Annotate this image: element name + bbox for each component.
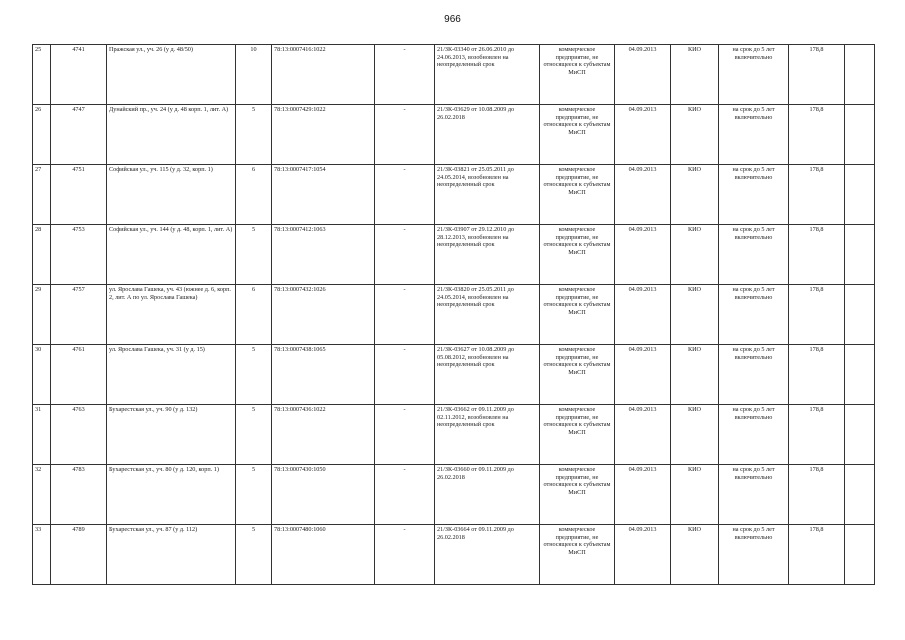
cell-organization: КИО [671, 405, 719, 465]
cell-row-number: 28 [33, 225, 51, 285]
cell-cadastral-number: 78:13:0007480:1060 [272, 525, 375, 585]
page-number: 966 [444, 14, 461, 25]
cell-contract: 21/ЗК-03627 от 10.08.2009 до 05.08.2012, возобновлен на неопределенный срок [435, 345, 540, 405]
cell-organization: КИО [671, 45, 719, 105]
table-row [33, 165, 875, 225]
table-row [33, 405, 875, 465]
cell-count: 5 [236, 405, 272, 465]
cell-date: 04.09.2013 [615, 225, 671, 285]
cell-address: ул. Ярослава Гашека, уч. 43 (южнее д. 6, корп. 2, лит. А по ул. Ярослава Гашека) [107, 285, 236, 345]
cell-count: 5 [236, 105, 272, 165]
cell-contract: 21/ЗК-03820 от 25.05.2011 до 24.05.2014, возобновлен на неопределенный срок [435, 285, 540, 345]
cell-area: 178,8 [789, 465, 845, 525]
cell-dash: - [375, 105, 435, 165]
cell-count: 5 [236, 525, 272, 585]
cell-cadastral-number: 78:13:0007432:1026 [272, 285, 375, 345]
cell-count: 5 [236, 345, 272, 405]
cell-category: коммерческое предприятие, не относящееся к субъектам МиСП [540, 285, 615, 345]
cell-term: на срок до 5 лет включительно [719, 465, 789, 525]
cell-empty [845, 465, 875, 525]
cell-cadastral-number: 78:13:0007430:1050 [272, 465, 375, 525]
cell-date: 04.09.2013 [615, 45, 671, 105]
cell-date: 04.09.2013 [615, 105, 671, 165]
cell-dash: - [375, 345, 435, 405]
cell-row-number: 30 [33, 345, 51, 405]
cell-date: 04.09.2013 [615, 465, 671, 525]
cell-code: 4753 [51, 225, 107, 285]
cell-category: коммерческое предприятие, не относящееся к субъектам МиСП [540, 405, 615, 465]
cell-dash: - [375, 285, 435, 345]
cell-organization: КИО [671, 165, 719, 225]
cell-term: на срок до 5 лет включительно [719, 285, 789, 345]
cell-category: коммерческое предприятие, не относящееся к субъектам МиСП [540, 345, 615, 405]
cell-contract: 21/ЗК-03907 от 29.12.2010 до 28.12.2013, возобновлен на неопределенный срок [435, 225, 540, 285]
cell-row-number: 29 [33, 285, 51, 345]
cell-address: Софийская ул., уч. 144 (у д. 48, корп. 1, лит. А) [107, 225, 236, 285]
cell-area: 178,8 [789, 165, 845, 225]
cell-address: Пражская ул., уч. 26 (у д. 48/50) [107, 45, 236, 105]
cell-cadastral-number: 78:13:0007417:1054 [272, 165, 375, 225]
cell-address: Бухарестская ул., уч. 90 (у д. 132) [107, 405, 236, 465]
cell-dash: - [375, 525, 435, 585]
cell-term: на срок до 5 лет включительно [719, 525, 789, 585]
cell-dash: - [375, 405, 435, 465]
cell-term: на срок до 5 лет включительно [719, 405, 789, 465]
cell-contract: 21/ЗК-03340 от 26.06.2010 до 24.06.2013, возобновлен на неопределенный срок [435, 45, 540, 105]
cell-organization: КИО [671, 345, 719, 405]
cell-cadastral-number: 78:13:0007429:1022 [272, 105, 375, 165]
cell-dash: - [375, 225, 435, 285]
cell-area: 178,8 [789, 105, 845, 165]
cell-cadastral-number: 78:13:0007416:1022 [272, 45, 375, 105]
cell-organization: КИО [671, 105, 719, 165]
cell-count: 5 [236, 465, 272, 525]
table-row [33, 345, 875, 405]
cell-organization: КИО [671, 525, 719, 585]
cell-cadastral-number: 78:13:0007412:1063 [272, 225, 375, 285]
table-row [33, 105, 875, 165]
registry-body [33, 45, 875, 585]
cell-code: 4789 [51, 525, 107, 585]
cell-contract: 21/ЗК-03662 от 09.11.2009 до 02.11.2012, возобновлен на неопределенный срок [435, 405, 540, 465]
cell-count: 6 [236, 165, 272, 225]
cell-empty [845, 525, 875, 585]
cell-date: 04.09.2013 [615, 525, 671, 585]
table-row [33, 225, 875, 285]
cell-area: 178,8 [789, 45, 845, 105]
cell-count: 6 [236, 285, 272, 345]
cell-dash: - [375, 465, 435, 525]
cell-empty [845, 105, 875, 165]
cell-category: коммерческое предприятие, не относящееся к субъектам МиСП [540, 465, 615, 525]
table-row [33, 285, 875, 345]
cell-code: 4757 [51, 285, 107, 345]
cell-code: 4747 [51, 105, 107, 165]
cell-dash: - [375, 45, 435, 105]
cell-contract: 21/ЗК-03660 от 09.11.2009 до 26.02.2018 [435, 465, 540, 525]
cell-area: 178,8 [789, 525, 845, 585]
cell-date: 04.09.2013 [615, 345, 671, 405]
cell-organization: КИО [671, 225, 719, 285]
cell-date: 04.09.2013 [615, 405, 671, 465]
cell-code: 4763 [51, 405, 107, 465]
cell-row-number: 32 [33, 465, 51, 525]
cell-category: коммерческое предприятие, не относящееся к субъектам МиСП [540, 105, 615, 165]
cell-date: 04.09.2013 [615, 165, 671, 225]
cell-empty [845, 225, 875, 285]
cell-row-number: 33 [33, 525, 51, 585]
cell-code: 4783 [51, 465, 107, 525]
cell-empty [845, 165, 875, 225]
cell-address: ул. Ярослава Гашека, уч. 31 (у д. 15) [107, 345, 236, 405]
cell-code: 4761 [51, 345, 107, 405]
cell-row-number: 25 [33, 45, 51, 105]
cell-term: на срок до 5 лет включительно [719, 45, 789, 105]
cell-area: 178,8 [789, 405, 845, 465]
cell-address: Бухарестская ул., уч. 80 (у д. 120, корп. 1) [107, 465, 236, 525]
cell-term: на срок до 5 лет включительно [719, 345, 789, 405]
cell-address: Дунайский пр., уч. 24 (у д. 48 корп. 1, лит. А) [107, 105, 236, 165]
cell-category: коммерческое предприятие, не относящееся к субъектам МиСП [540, 165, 615, 225]
cell-code: 4741 [51, 45, 107, 105]
cell-category: коммерческое предприятие, не относящееся к субъектам МиСП [540, 525, 615, 585]
cell-category: коммерческое предприятие, не относящееся к субъектам МиСП [540, 225, 615, 285]
cell-empty [845, 345, 875, 405]
cell-term: на срок до 5 лет включительно [719, 225, 789, 285]
cell-term: на срок до 5 лет включительно [719, 105, 789, 165]
cell-empty [845, 405, 875, 465]
cell-contract: 21/ЗК-03821 от 25.05.2011 до 24.05.2014, возобновлен на неопределенный срок [435, 165, 540, 225]
registry-table [32, 44, 875, 585]
cell-contract: 21/ЗК-03664 от 09.11.2009 до 26.02.2018 [435, 525, 540, 585]
cell-empty [845, 285, 875, 345]
cell-address: Софийская ул., уч. 115 (у д. 32, корп. 1) [107, 165, 236, 225]
table-row [33, 465, 875, 525]
cell-code: 4751 [51, 165, 107, 225]
cell-dash: - [375, 165, 435, 225]
cell-row-number: 26 [33, 105, 51, 165]
cell-organization: КИО [671, 285, 719, 345]
cell-organization: КИО [671, 465, 719, 525]
table-row [33, 45, 875, 105]
cell-count: 5 [236, 225, 272, 285]
cell-category: коммерческое предприятие, не относящееся к субъектам МиСП [540, 45, 615, 105]
cell-cadastral-number: 78:13:0007438:1065 [272, 345, 375, 405]
cell-contract: 21/ЗК-03629 от 10.08.2009 до 26.02.2018 [435, 105, 540, 165]
cell-area: 178,8 [789, 225, 845, 285]
cell-area: 178,8 [789, 345, 845, 405]
cell-count: 10 [236, 45, 272, 105]
table-row [33, 525, 875, 585]
cell-row-number: 27 [33, 165, 51, 225]
cell-area: 178,8 [789, 285, 845, 345]
cell-date: 04.09.2013 [615, 285, 671, 345]
cell-row-number: 31 [33, 405, 51, 465]
cell-empty [845, 45, 875, 105]
cell-term: на срок до 5 лет включительно [719, 165, 789, 225]
cell-address: Бухарестская ул., уч. 87 (у д. 112) [107, 525, 236, 585]
cell-cadastral-number: 78:13:0007436:1022 [272, 405, 375, 465]
